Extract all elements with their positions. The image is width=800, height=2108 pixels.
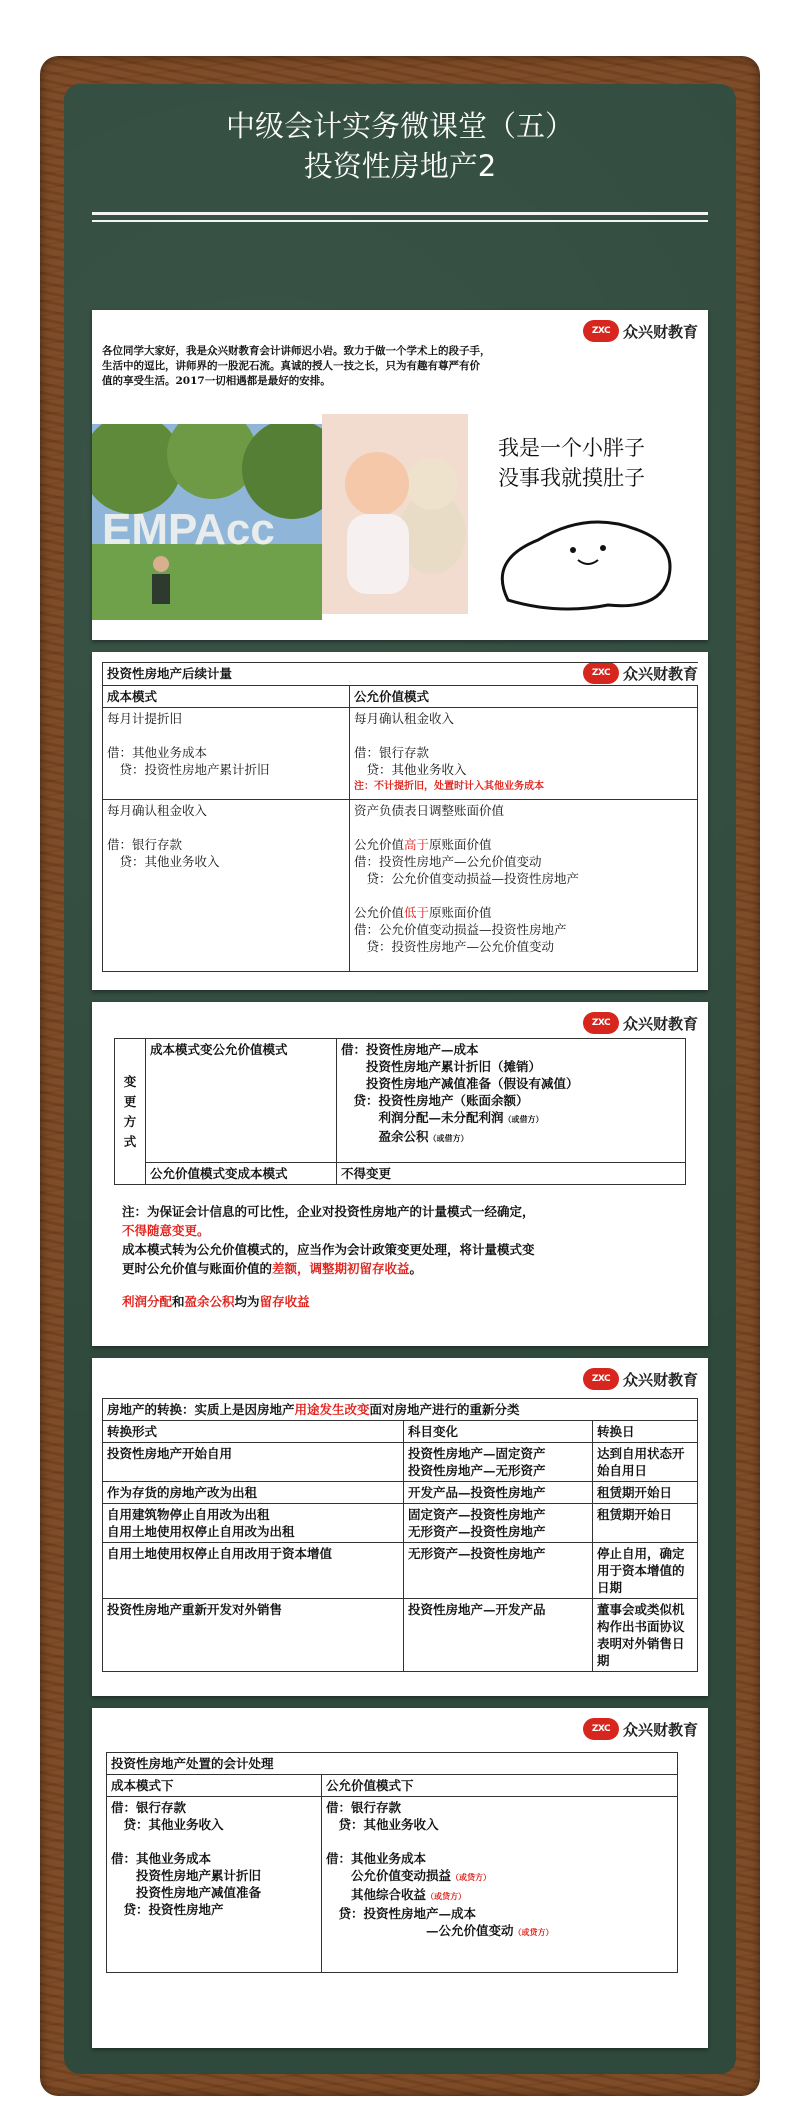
col-header: 转换日 (593, 1421, 698, 1443)
cell (593, 1443, 698, 1482)
cell-line (107, 727, 345, 744)
cell-line: 租赁期开始日 (597, 1507, 673, 1522)
text: 更时公允价值与账面价值的 (122, 1261, 273, 1276)
cell-line (107, 819, 345, 836)
table-heading: 投资性房地产后续计量 (103, 663, 698, 686)
cell-line: 构作出书面协议 (597, 1619, 685, 1634)
note-line (122, 1292, 535, 1311)
side-label (115, 1039, 146, 1185)
cell-line: 达到自用状态开 (597, 1446, 685, 1461)
brand-logo (583, 1366, 698, 1392)
cell-line: 始自用日 (597, 1463, 648, 1478)
note-text: 注：不计提折旧，处置时计入其他业务成本 (354, 781, 544, 792)
cell-line: 无形资产—投资性房地产 (408, 1524, 546, 1539)
slide-mode-change (92, 1002, 708, 1346)
cell-line: 投资性房地产重新开发对外销售 (107, 1602, 283, 1617)
cell-line: 每月确认租金收入 (107, 803, 208, 818)
cell-line: 作为存货的房地产改为出租 (107, 1485, 258, 1500)
table-heading: 投资性房地产处置的会计处理 (107, 1753, 678, 1775)
cell-line: 投资性房地产—固定资产 (408, 1446, 546, 1461)
cell-line: 贷：投资性房地产（账面余额） (341, 1093, 529, 1108)
cell (593, 1599, 698, 1672)
text: 公允价值 (354, 837, 405, 852)
table-row (103, 1599, 698, 1672)
brand-name: 众兴财教育 (622, 664, 698, 683)
col-header: 成本模式 (103, 686, 350, 708)
cell: 公允价值模式变成本模式 (146, 1163, 337, 1185)
note-line: 不得随意变更。 (122, 1223, 210, 1238)
slide-intro (92, 310, 708, 640)
cell-line: 投资性房地产—无形资产 (408, 1463, 546, 1478)
cell-line (354, 727, 693, 744)
meme-text-2: 没事我就摸肚子 (498, 466, 645, 490)
cell (593, 1504, 698, 1543)
text: 公允价值变动损益 (326, 1868, 452, 1883)
cell (103, 1543, 404, 1599)
note-line (122, 1259, 535, 1278)
cell (322, 1797, 678, 1973)
conversion-table (102, 1398, 698, 1672)
cell-line: 表明对外销售日 (597, 1636, 685, 1651)
text: 其他综合收益 (326, 1887, 427, 1902)
col-header: 成本模式下 (107, 1775, 322, 1797)
cell-line: 资产负债表日调整账面价值 (354, 803, 505, 818)
disposal-table (106, 1752, 678, 1973)
cell-line: 用于资本增值的 (597, 1563, 685, 1578)
cell: 不得变更 (337, 1163, 686, 1185)
cell-line: 投资性房地产减值准备（假设有减值） (341, 1076, 579, 1091)
title-rule-thick (92, 212, 708, 215)
brand-name: 众兴财教育 (622, 1370, 698, 1389)
campus-sign-text: EMPAcc (102, 505, 275, 554)
cell-line: 借：投资性房地产—公允价值变动 (354, 854, 542, 869)
cell-line (326, 1867, 673, 1886)
cell (103, 708, 350, 800)
cell-line (354, 887, 693, 904)
logo-icon: ZXC (583, 1368, 619, 1390)
cell-line (341, 1109, 681, 1128)
cell (103, 1443, 404, 1482)
cell-line: 贷：投资性房地产—成本 (326, 1906, 477, 1921)
slide-disposal (92, 1708, 708, 2048)
cell-line: 停止自用，确定 (597, 1546, 685, 1561)
highlight-text: 低于 (404, 905, 430, 920)
cell (404, 1504, 593, 1543)
cell-line: 贷：公允价值变动损益—投资性房地产 (354, 871, 580, 886)
cell (404, 1599, 593, 1672)
cell-line: 借：其他业务成本 (107, 745, 208, 760)
cell-line (341, 1128, 681, 1147)
col-header: 公允价值模式下 (322, 1775, 678, 1797)
intro-line: 值的享受生活。2017一切相遇都是最好的安排。 (102, 375, 331, 387)
col-header: 公允价值模式 (350, 686, 698, 708)
cell (107, 1797, 322, 1973)
tag-text: （或贷方） (426, 1891, 467, 1901)
brand-logo (583, 1010, 698, 1036)
cell-line: 每月计提折旧 (107, 711, 183, 726)
title-rule-thin (92, 220, 708, 222)
table-row (103, 800, 698, 972)
cell-line: 投资性房地产累计折旧（摊销） (341, 1059, 542, 1074)
cell-line: 贷：其他业务收入 (107, 854, 220, 869)
cell (350, 800, 698, 972)
table-row (103, 1482, 698, 1504)
cell (103, 1599, 404, 1672)
campus-photo (92, 424, 322, 620)
text: 均为 (234, 1294, 260, 1309)
cell (593, 1543, 698, 1599)
notes (122, 1202, 535, 1311)
text: 原账面价值 (429, 905, 492, 920)
cell-line (354, 904, 693, 921)
note-line: 成本模式转为公允价值模式的，应当作为会计政策变更处理，将计量模式变 (122, 1242, 535, 1257)
cell-line: 开发产品—投资性房地产 (408, 1485, 546, 1500)
cell-line: 自用土地使用权停止自用改为出租 (107, 1524, 295, 1539)
cell-line: 贷：投资性房地产累计折旧 (107, 762, 270, 777)
table-row (103, 1504, 698, 1543)
cell (404, 1443, 593, 1482)
table-row (115, 1039, 686, 1163)
cell-line: 自用建筑物停止自用改为出租 (107, 1507, 270, 1522)
cell (404, 1543, 593, 1599)
page-title-line2: 投资性房地产2 (303, 149, 497, 183)
cell-line: 投资性房地产—开发产品 (408, 1602, 546, 1617)
slide-conversion (92, 1358, 708, 1696)
cell (103, 800, 350, 972)
cell-line: 借：其他业务成本 (111, 1851, 212, 1866)
highlight-text: 用途发生改变 (294, 1402, 370, 1417)
meme-text-1: 我是一个小胖子 (498, 436, 645, 460)
cell-line (354, 836, 693, 853)
table-row (103, 708, 698, 800)
text: 房地产的转换：实质上是因房地产 (107, 1402, 295, 1417)
baby-photo (322, 414, 468, 614)
col-header: 转换形式 (103, 1421, 404, 1443)
table-row (103, 1543, 698, 1599)
cell-line: 贷：投资性房地产 (111, 1902, 224, 1917)
cell-line: 投资性房地产减值准备 (111, 1885, 262, 1900)
brand-name: 众兴财教育 (622, 1720, 698, 1739)
intro-line: 各位同学大家好，我是众兴财教育会计讲师迟小岩。致力于做一个学术上的段子手， (102, 345, 491, 357)
cell-line: 期 (597, 1653, 610, 1668)
cell-line: 借：银行存款 (111, 1800, 187, 1815)
cell-line: 贷：投资性房地产—公允价值变动 (354, 939, 555, 954)
text: 原账面价值 (429, 837, 492, 852)
cell-line: 借：公允价值变动损益—投资性房地产 (354, 922, 567, 937)
cell (103, 1482, 404, 1504)
cell (350, 708, 698, 800)
logo-icon: ZXC (583, 662, 619, 684)
highlight-text: 利润分配 (122, 1294, 173, 1309)
logo-icon: ZXC (583, 1718, 619, 1740)
cell-line: 贷：其他业务收入 (326, 1817, 439, 1832)
col-header: 科目变化 (404, 1421, 593, 1443)
slide-subsequent-measurement (92, 652, 708, 990)
cell-line (354, 819, 693, 836)
text: 面对房地产进行的重新分类 (369, 1402, 520, 1417)
cell-line: 贷：其他业务收入 (111, 1817, 224, 1832)
page-title-line1: 中级会计实务微课堂（五） (225, 109, 574, 143)
text: 利润分配—未分配利润 (341, 1110, 504, 1125)
text: 盈余公积 (341, 1129, 429, 1144)
cell-line: 董事会或类似机 (597, 1602, 685, 1617)
cell-line: 借：其他业务成本 (326, 1851, 427, 1866)
cell-line: 贷：其他业务收入 (354, 762, 467, 777)
brand-name: 众兴财教育 (622, 322, 698, 341)
cell-line (326, 1886, 673, 1905)
mode-change-table (114, 1038, 686, 1185)
cell-line: 借：银行存款 (107, 837, 183, 852)
brand-logo (583, 318, 698, 344)
cell-line: 每月确认租金收入 (354, 711, 455, 726)
cell (337, 1039, 686, 1163)
highlight-text: 差额，调整期初留存收益 (272, 1261, 410, 1276)
cell-line: 固定资产—投资性房地产 (408, 1507, 546, 1522)
text: —公允价值变动 (326, 1923, 514, 1938)
intro-text (102, 344, 491, 389)
highlight-text: 留存收益 (259, 1294, 310, 1309)
tag-text: （或借方） (503, 1114, 544, 1124)
brand-name: 众兴财教育 (622, 1014, 698, 1033)
table-row (103, 1443, 698, 1482)
cell-line (326, 1922, 673, 1941)
logo-icon: ZXC (583, 320, 619, 342)
text: 公允价值 (354, 905, 405, 920)
cell (593, 1482, 698, 1504)
tag-text: （或借方） (428, 1133, 469, 1143)
tag-text: （或贷方） (513, 1927, 554, 1937)
note-line: 注：为保证会计信息的可比性，企业对投资性房地产的计量模式一经确定， (122, 1204, 535, 1219)
table-row (115, 1163, 686, 1185)
cell (103, 1504, 404, 1543)
measurement-table (102, 662, 698, 972)
text: 和 (172, 1294, 185, 1309)
highlight-text: 盈余公积 (184, 1294, 235, 1309)
cell-line: 借：银行存款 (354, 745, 430, 760)
tag-text: （或贷方） (451, 1872, 492, 1882)
table-row (107, 1797, 678, 1973)
cell-line: 日期 (597, 1580, 623, 1595)
cell-line: 借：投资性房地产—成本 (341, 1042, 479, 1057)
cell-line: 投资性房地产累计折旧 (111, 1868, 262, 1883)
intro-line: 生活中的逗比，讲师界的一股泥石流。真诚的授人一技之长，只为有趣有尊严有价 (102, 360, 480, 372)
cell-line: 自用土地使用权停止自用改用于资本增值 (107, 1546, 333, 1561)
highlight-text: 高于 (404, 837, 430, 852)
table-heading (103, 1399, 698, 1421)
cell: 成本模式变公允价值模式 (146, 1039, 337, 1163)
cell-line: 无形资产—投资性房地产 (408, 1546, 546, 1561)
text: 。 (409, 1261, 423, 1276)
side-text: 变更方式 (123, 1073, 137, 1149)
meme-image (468, 410, 708, 620)
cell (404, 1482, 593, 1504)
cell-line: 投资性房地产开始自用 (107, 1446, 233, 1461)
cell-line: 租赁期开始日 (597, 1485, 673, 1500)
brand-logo (583, 1716, 698, 1742)
logo-icon: ZXC (583, 1012, 619, 1034)
cell-line: 借：银行存款 (326, 1800, 402, 1815)
